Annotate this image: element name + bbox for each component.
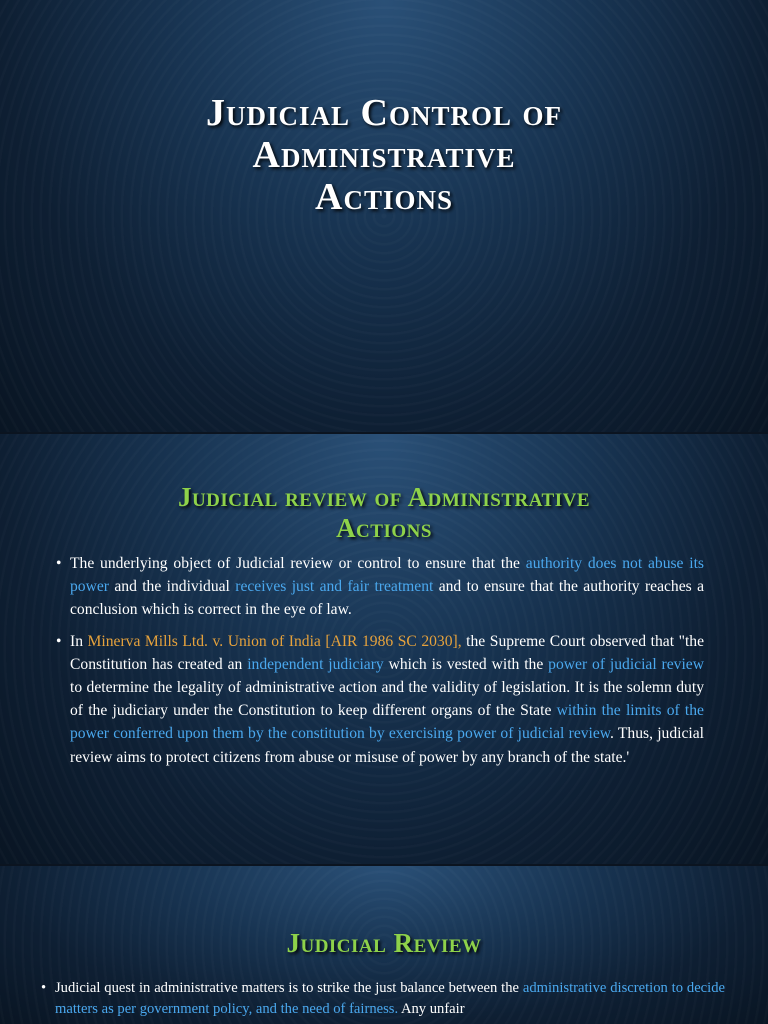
highlight-fair-treatment: receives just and fair treatment — [235, 578, 434, 596]
highlight-administrative-discretion: administrative discretion to decide matters as per government policy, and the need of fairness. — [55, 980, 725, 1017]
text-span: In — [70, 632, 88, 650]
text-span: to determine the legality of administrative action and the validity of legislation. It is the solemn duty of the judiciary under the Constitution to keep different organs of the State — [70, 679, 704, 720]
title-line-2: Administrative — [252, 134, 516, 176]
title-line-1: Judicial Control of — [206, 92, 562, 134]
slide2-heading-line-2: Actions — [336, 513, 432, 543]
bullet-judicial-quest — [55, 978, 725, 1020]
text-span: and to ensure that the authority reaches a conclusion which is correct in the eye of law. — [70, 578, 704, 619]
slide-judicial-review — [0, 866, 768, 1024]
text-span: which is vested with the — [383, 655, 549, 673]
slide-judicial-review-admin-actions — [0, 434, 768, 864]
text-span: the Supreme Court observed that "the Constitution has created an — [70, 632, 705, 673]
slide3-heading: Judicial Review — [286, 928, 482, 958]
text-span: Judicial quest in administrative matters is to strike the just balance between the — [55, 980, 523, 996]
highlight-limits-of-power: within the limits of the power conferred upon them by the constitution by exercising power of judicial review — [70, 702, 704, 743]
highlight-abuse-of-power: authority does not abuse its power — [70, 555, 705, 596]
bullet-minerva-mills — [70, 630, 704, 769]
highlight-power-of-review: power of judicial review — [548, 655, 704, 673]
slide2-heading-line-1: Judicial review of Administrative — [177, 482, 591, 512]
text-span: and the individual — [108, 578, 236, 596]
slide3-bullet-list — [55, 978, 725, 1020]
text-span: Any unfair — [398, 1001, 465, 1017]
slide2-bullet-list — [70, 552, 704, 777]
slide-title-heading — [0, 92, 768, 218]
highlight-independent-judiciary: independent judiciary — [247, 655, 384, 673]
title-line-3: Actions — [315, 176, 453, 218]
text-span: . Thus, judicial review aims to protect citizens from abuse or misuse of power by any branch of the state.' — [70, 725, 704, 766]
text-span: The underlying object of Judicial review or control to ensure that the — [70, 555, 526, 572]
case-citation: Minerva Mills Ltd. v. Union of India [AIR 1986 SC 2030], — [87, 632, 462, 650]
bullet-object-of-review — [70, 552, 704, 622]
slide-title — [0, 0, 768, 432]
slide2-heading — [20, 482, 748, 544]
